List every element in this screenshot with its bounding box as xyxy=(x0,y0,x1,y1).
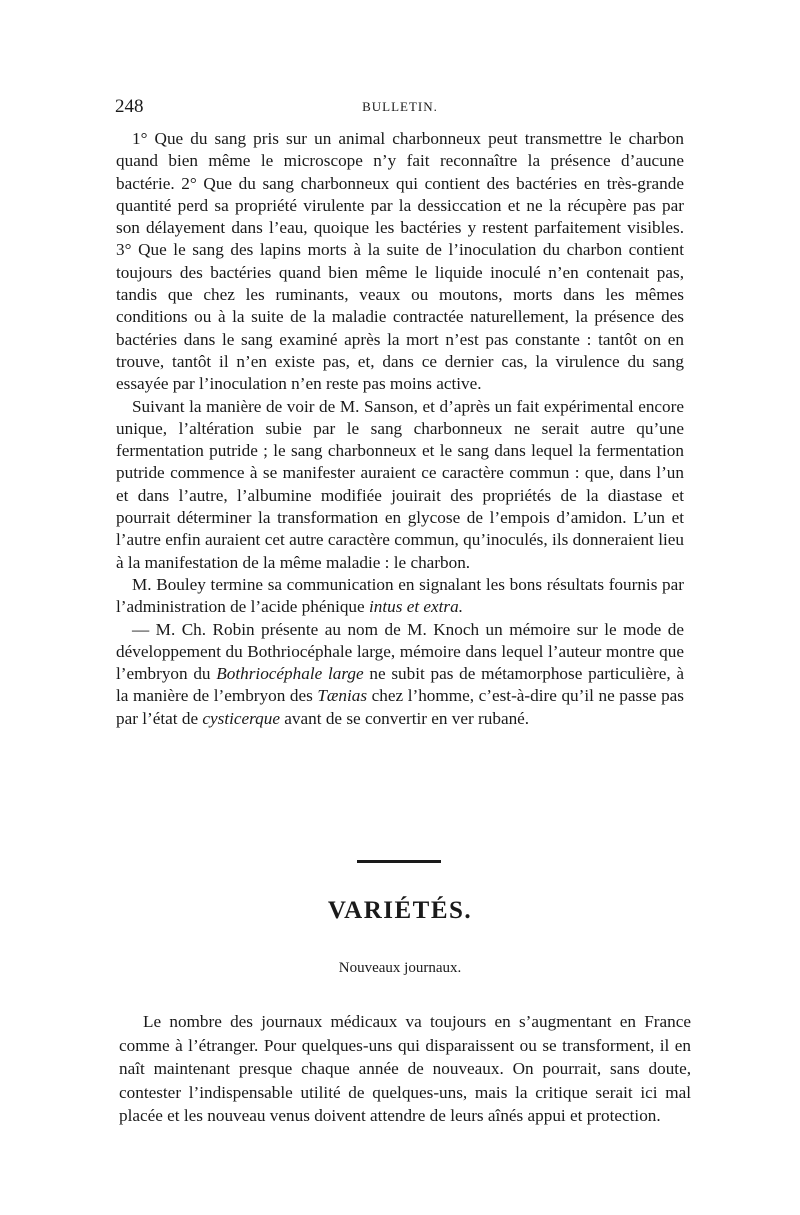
italic-term: Bothriocéphale large xyxy=(216,664,364,684)
paragraph-text: Suivant la manière de voir de M. Sanson, et d’après un fait expérimental encore unique, l’altération subie par le sang charbonneux ne serait autre qu’une fermentation putride ; le sang charbonneux et le sang dans lequel la fermentation putride commence à se manifester auraient ce caractère commun : que, dans l’un et dans l’autre, l’albumine modifiée jouirait des propriétés de la diastase et pourrait déterminer la transformation en glycose de l’empois d’amidon. L’un et l’autre enfin auraient cet autre caractère commun, qu’inoculés, ils donneraient lieu à la manifestation de la même maladie : le charbon. xyxy=(116,396,684,572)
italic-term: cysticerque xyxy=(202,708,280,728)
bulletin-body xyxy=(116,128,684,730)
paragraph-text: chez l’homme, c’est-à-dire qu’il ne passe pas par l’état de xyxy=(116,686,684,728)
paragraph xyxy=(116,396,684,574)
paragraph-text: ne subit pas de métamorphose particulière, à la manière de l’embryon des xyxy=(116,664,684,706)
paragraph xyxy=(116,574,684,619)
page-header xyxy=(115,96,685,122)
running-head: BULLETIN. xyxy=(362,99,438,114)
varietes-body xyxy=(119,1010,691,1128)
page-number: 248 xyxy=(115,96,144,117)
paragraph-text: M. Bouley termine sa communication en signalant les bons résultats fournis par l’administration de l’acide phénique xyxy=(116,574,684,617)
italic-phrase: intus et extra. xyxy=(368,597,464,617)
paragraph: 1° Que du sang pris sur un animal charbonneux peut transmettre le charbon quand bien même le microscope n’y fait reconnaître la présence d’aucune bactérie. 2° Que du sang charbonneux qui contient des bactéries en très-grande quantité perd sa propriété virulente par la dessiccation et ne la récupère pas par son délayement dans l’eau, quoique les bactéries y restent parfaitement visibles. 3° Que le sang des lapins morts à la suite de l’inoculation du charbon contient toujours des bactéries quand bien même le liquide inoculé n’en contenait pas, tandis que chez les ruminants, veaux ou moutons, morts dans les mêmes conditions ou à la suite de la maladie contractée naturellement, la présence des bactéries dans le sang examiné après la mort n’est pas constante : tantôt on en trouve, tantôt il n’en existe pas, et, dans ce dernier cas, la virulence du sang essayée par l’inoculation n’en reste pas moins active. xyxy=(116,129,684,394)
paragraph xyxy=(116,619,684,730)
italic-term: Tænias xyxy=(317,686,368,706)
section-divider xyxy=(357,860,441,863)
paragraph-text: avant de se convertir en ver rubané. xyxy=(280,708,530,728)
section-subtitle: Nouveaux journaux. xyxy=(338,960,462,976)
paragraph: Le nombre des journaux médicaux va toujours en s’augmentant en France comme à l’étranger. Pour quelques-uns qui disparaissent ou se transforment, il en naît maintenant presque chaque année de nouveaux. On pourrait, sans doute, contester l’indispensable utilité de quelques-uns, mais la critique serait ici mal placée et les nouveau venus doivent attendre de leurs aînés appui et protection. xyxy=(119,1012,691,1126)
section-title: VARIÉTÉS. xyxy=(327,897,473,924)
paragraph-text: — M. Ch. Robin présente au nom de M. Knoch un mémoire sur le mode de développement du Bothriocéphale large, mémoire dans lequel l’auteur montre que l’embryon du xyxy=(116,619,684,684)
